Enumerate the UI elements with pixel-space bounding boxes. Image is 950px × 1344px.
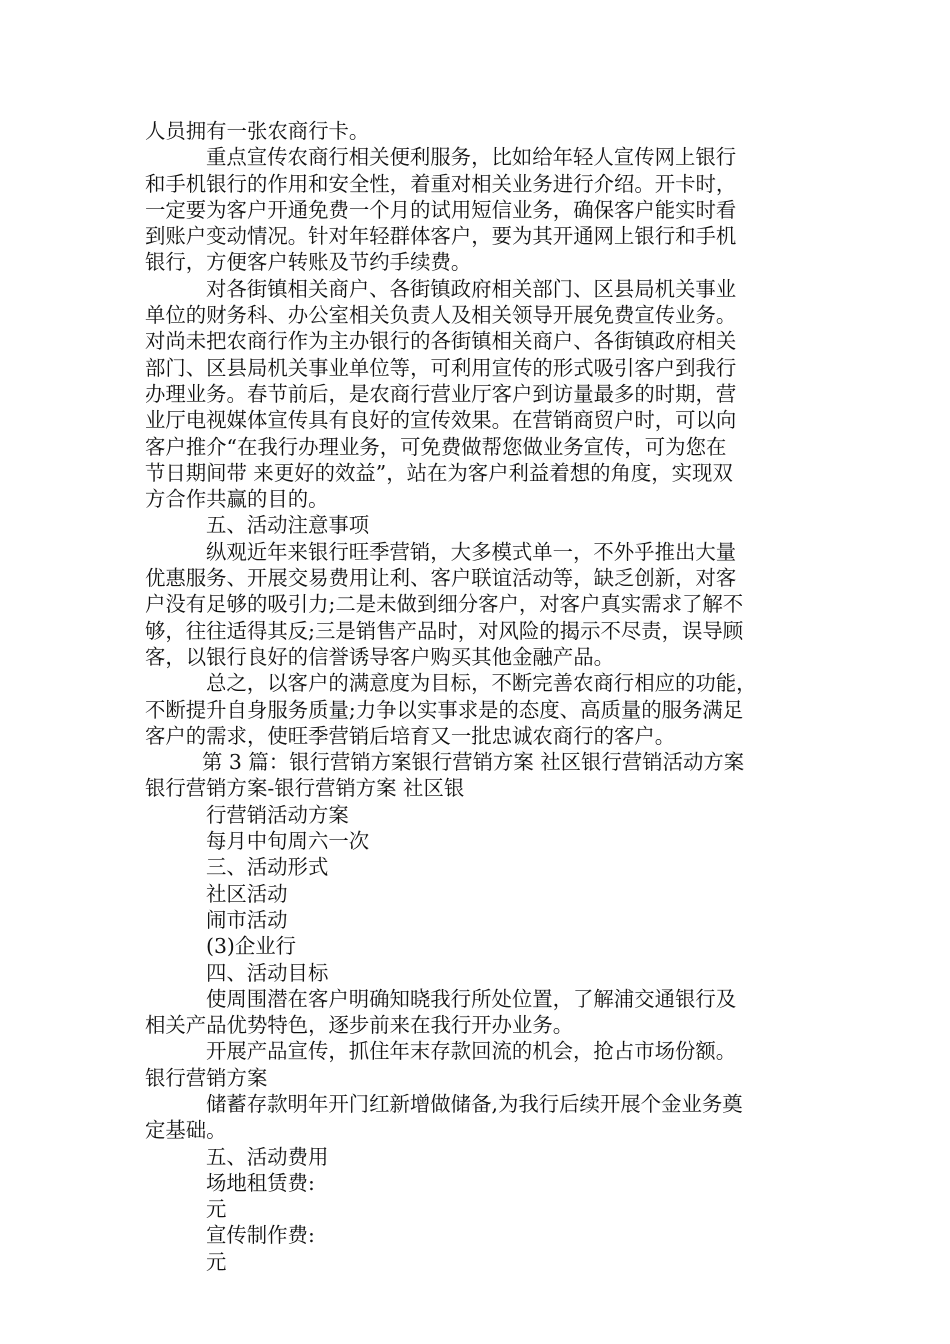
text-line: 不断提升自身服务质量;力争以实事求是的态度、高质量的服务满足 xyxy=(145,697,744,722)
text-line: 办理业务。春节前后，是农商行营业厅客户到访量最多的时期，营 xyxy=(145,381,737,406)
document-page xyxy=(145,118,825,1275)
text-line: 对各街镇相关商户、各街镇政府相关部门、区县局机关事业 xyxy=(206,276,737,301)
text-line: 五、活动费用 xyxy=(206,1144,329,1169)
text-line: 部门、区县局机关事业单位等，可利用宣传的形式吸引客户到我行 xyxy=(145,355,737,380)
text-line: 一定要为客户开通免费一个月的试用短信业务，确保客户能实时看 xyxy=(145,197,737,222)
text-line: 场地租赁费: xyxy=(206,1170,315,1195)
text-line: 客户的需求，使旺季营销后培育又一批忠诚农商行的客户。 xyxy=(145,723,676,748)
text-line: 第 3 篇：银行营销方案银行营销方案 社区银行营销活动方案 xyxy=(202,750,745,775)
text-line: 行营销活动方案 xyxy=(206,802,349,827)
text-line: (3)企业行 xyxy=(206,934,297,959)
text-line: 总之，以客户的满意度为目标，不断完善农商行相应的功能， xyxy=(206,671,757,696)
text-line: 到账户变动情况。针对年轻群体客户，要为其开通网上银行和手机 xyxy=(145,224,737,249)
text-line: 人员拥有一张农商行卡。 xyxy=(145,119,370,143)
text-line: 银行营销方案-银行营销方案 社区银 xyxy=(145,776,465,801)
text-line: 客户推介“在我行办理业务，可免费做帮您做业务宣传，可为您在 xyxy=(145,434,727,459)
text-line: 单位的财务科、办公室相关负责人及相关领导开展免费宣传业务。 xyxy=(145,303,737,328)
text-line: 元 xyxy=(206,1249,227,1274)
text-line: 客，以银行良好的信誉诱导客户购买其他金融产品。 xyxy=(145,644,614,669)
text-line: 使周围潜在客户明确知晓我行所处位置，了解浦交通银行及 xyxy=(206,986,737,1011)
text-line: 纵观近年来银行旺季营销，大多模式单一，不外乎推出大量 xyxy=(206,539,737,564)
text-line: 银行，方便客户转账及节约手续费。 xyxy=(145,250,472,275)
text-line: 三、活动形式 xyxy=(206,855,329,880)
text-line: 重点宣传农商行相关便利服务，比如给年轻人宣传网上银行 xyxy=(206,145,737,170)
text-line: 相关产品优势特色，逐步前来在我行开办业务。 xyxy=(145,1013,574,1038)
text-line: 开展产品宣传，抓住年末存款回流的机会，抢占市场份额。 xyxy=(206,1039,737,1064)
text-line: 五、活动注意事项 xyxy=(206,513,370,538)
text-line: 业厅电视媒体宣传具有良好的宣传效果。在营销商贸户时，可以向 xyxy=(145,408,737,433)
text-line: 户没有足够的吸引力;二是未做到细分客户，对客户真实需求了解不 xyxy=(145,592,744,617)
text-line: 宣传制作费: xyxy=(206,1223,315,1248)
text-line: 四、活动目标 xyxy=(206,960,329,985)
text-line: 元 xyxy=(206,1197,227,1222)
text-line: 优惠服务、开展交易费用让利、客户联谊活动等，缺乏创新，对客 xyxy=(145,566,737,591)
text-line: 银行营销方案 xyxy=(145,1065,268,1090)
text-line: 闹市活动 xyxy=(206,907,288,932)
text-line: 够，往往适得其反;三是销售产品时，对风险的揭示不尽责，误导顾 xyxy=(145,618,744,643)
text-line: 定基础。 xyxy=(145,1118,227,1143)
text-line: 节日期间带 来更好的效益”，站在为客户利益着想的角度，实现双 xyxy=(145,460,733,485)
text-line: 每月中旬周六一次 xyxy=(206,829,370,854)
text-line: 和手机银行的作用和安全性，着重对相关业务进行介绍。开卡时， xyxy=(145,171,737,196)
text-line: 对尚未把农商行作为主办银行的各街镇相关商户、各街镇政府相关 xyxy=(145,329,737,354)
text-line: 社区活动 xyxy=(206,881,288,906)
text-line: 储蓄存款明年开门红新增做储备,为我行后续开展个金业务奠 xyxy=(206,1091,743,1116)
text-line: 方合作共赢的目的。 xyxy=(145,487,329,512)
